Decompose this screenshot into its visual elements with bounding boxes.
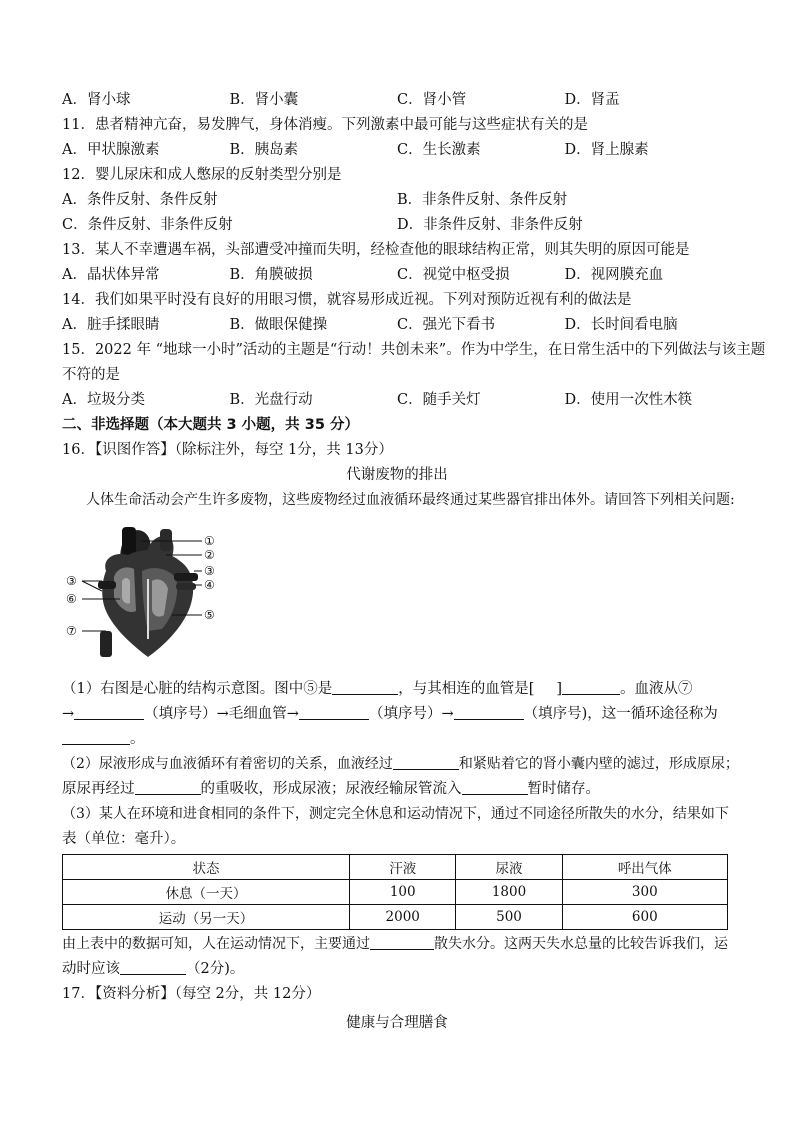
q16-p2-text-a: （2）尿液形成与血液循环有着密切的关系，血液经过 (62, 756, 393, 772)
q16-part2-line2 (62, 777, 732, 802)
q14-option-a: A．脏手揉眼睛 (62, 317, 160, 333)
q16-part3-line1: （3）某人在环境和进食相同的条件下，测定完全休息和运动情况下，通过不同途径所散失的水分，结果如下 (62, 806, 729, 822)
q16-part1-line2 (62, 702, 732, 727)
q16-p2-text-c: 原尿再经过 (62, 781, 135, 797)
q16-p1-blank-6[interactable] (62, 728, 130, 745)
q11-option-c: C．生长激素 (397, 142, 481, 158)
q17-heading: 17．【资料分析】（每空 2分，共 12分） (62, 986, 321, 1002)
table-cell: 2000 (350, 905, 456, 930)
table-header-cell: 呼出气体 (562, 855, 727, 880)
q15-stem-line1: 15．2022 年 “地球一小时”活动的主题是“行动！共创未来”。作为中学生，在日常生活中的下列做法与该主题 (62, 342, 766, 358)
heart-label-6: ⑥ (66, 592, 77, 606)
q16-p2-text-e: 暂时储存。 (527, 781, 600, 797)
q16-p1-blank-2[interactable] (562, 678, 620, 695)
q16-p1-text-c: ] (556, 681, 563, 697)
q16-p1-text-h: （填序号)，这一循环途径称为 (523, 706, 718, 722)
table-cell: 100 (350, 880, 456, 905)
q16-part3-line2: 表（单位：毫升）。 (62, 831, 186, 847)
table-cell: 600 (562, 905, 727, 930)
q16-p4-text-a: 由上表中的数据可知，人在运动情况下，主要通过 (62, 936, 370, 952)
q11-option-a: A．甲状腺激素 (62, 142, 160, 158)
q10-option-d: D．肾盂 (564, 92, 620, 108)
q16-p1-blank-5[interactable] (454, 703, 524, 720)
q12-option-c: C．条件反射、非条件反射 (62, 217, 233, 233)
q16-p1-text-f: （填序号）→毛细血管→ (144, 706, 299, 722)
q16-part4-line1 (62, 932, 732, 957)
heart-label-7: ⑦ (66, 624, 77, 638)
q17-title: 健康与合理膳食 (346, 1015, 448, 1031)
q12-options-row1 (62, 188, 732, 213)
q15-option-b: B．光盘行动 (229, 392, 313, 408)
heart-diagram-svg (62, 519, 262, 669)
q16-p2-blank-2[interactable] (135, 778, 201, 795)
q12-option-a: A．条件反射、条件反射 (62, 192, 218, 208)
q16-p1-text-g: （填序号）→ (368, 706, 454, 722)
heart-diagram (62, 519, 732, 669)
q16-p2-blank-3[interactable] (462, 778, 528, 795)
q16-p4-blank-1[interactable] (370, 933, 434, 950)
q16-p2-text-d: 的重吸收，形成尿液；尿液经输尿管流入 (200, 781, 462, 797)
q13-option-d: D．视网膜充血 (564, 267, 664, 283)
q11-stem: 11．患者精神亢奋，易发脾气，身体消瘦。下列激素中最可能与这些症状有关的是 (62, 117, 588, 133)
q13-option-a: A．晶状体异常 (62, 267, 160, 283)
q14-option-c: C．强光下看书 (397, 317, 496, 333)
heart-label-4: ④ (204, 578, 215, 592)
q12-option-d: D．非条件反射、非条件反射 (397, 217, 583, 233)
q16-p4-text-c: 动时应该 (62, 961, 120, 977)
heart-label-3-right: ③ (204, 564, 215, 578)
q10-options (62, 88, 732, 113)
q16-p2-text-b: 和紧贴着它的肾小囊内壁的滤过，形成原尿； (458, 756, 739, 772)
q15-option-c: C．随手关灯 (397, 392, 481, 408)
table-header-cell: 汗液 (350, 855, 456, 880)
q14-stem: 14．我们如果平时没有良好的用眼习惯，就容易形成近视。下列对预防近视有利的做法是 (62, 292, 632, 308)
q10-option-c: C．肾小管 (397, 92, 467, 108)
q13-option-c: C．视觉中枢受损 (397, 267, 510, 283)
heart-label-1: ① (204, 534, 215, 548)
q13-options (62, 263, 732, 288)
q13-option-b: B．角膜破损 (229, 267, 313, 283)
exam-page (62, 88, 766, 1036)
q12-option-b: B．非条件反射、条件反射 (397, 192, 568, 208)
table-cell: 1800 (456, 880, 562, 905)
q16-p4-text-b: 散失水分。这两天失水总量的比较告诉我们，运 (434, 936, 728, 952)
table-row (63, 905, 728, 930)
q16-intro: 人体生命活动会产生许多废物，这些废物经过血液循环最终通过某些器官排出体外。请回答下列相关问题: (86, 492, 735, 508)
q16-p1-blank-1[interactable] (332, 678, 398, 695)
q16-part1-line3 (62, 727, 732, 752)
q16-p1-text-i: 。 (130, 731, 145, 747)
q15-option-d: D．使用一次性木筷 (564, 392, 693, 408)
q11-options (62, 138, 732, 163)
section-2-heading: 二、非选择题（本大题共 3 小题，共 35 分） (62, 417, 359, 433)
q15-stem-line2: 不符的是 (62, 367, 120, 383)
q10-option-b: B．肾小囊 (229, 92, 299, 108)
table-header-cell: 状态 (63, 855, 350, 880)
q12-options-row2 (62, 213, 732, 238)
q16-heading: 16．【识图作答】（除标注外，每空 1分，共 13分） (62, 442, 393, 458)
table-cell: 运动（另一天） (63, 905, 350, 930)
q15-options (62, 388, 732, 413)
q14-options (62, 313, 732, 338)
q16-title: 代谢废物的排出 (346, 467, 448, 483)
q15-option-a: A．垃圾分类 (62, 392, 145, 408)
q13-stem: 13．某人不幸遭遇车祸，头部遭受冲撞而失明，经检查他的眼球结构正常，则其失明的原因可能是 (62, 242, 690, 258)
q16-p1-text-b: ，与其相连的血管是[ (398, 681, 535, 697)
q16-p4-text-d: （2分)。 (186, 961, 245, 977)
q16-p1-blank-4[interactable] (299, 703, 369, 720)
water-loss-table (62, 854, 728, 930)
q11-option-b: B．胰岛素 (229, 142, 299, 158)
q16-p1-text-e: → (62, 706, 75, 722)
q16-part4-line2 (62, 957, 732, 982)
q16-part2-line1 (62, 752, 739, 777)
table-cell: 300 (562, 880, 727, 905)
table-row (63, 880, 728, 905)
q11-option-d: D．肾上腺素 (564, 142, 649, 158)
q16-p1-text-a: （1）右图是心脏的结构示意图。图中⑤是 (62, 681, 333, 697)
q12-stem: 12．婴儿尿床和成人憋尿的反射类型分别是 (62, 167, 342, 183)
q14-option-b: B．做眼保健操 (229, 317, 328, 333)
table-header-row (63, 855, 728, 880)
q16-p1-text-d: 。血液从⑦ (620, 681, 693, 697)
heart-label-5: ⑤ (204, 608, 215, 622)
q16-part1-line1 (62, 677, 732, 702)
table-cell: 休息（一天） (63, 880, 350, 905)
table-cell: 500 (456, 905, 562, 930)
q14-option-d: D．长时间看电脑 (564, 317, 678, 333)
heart-label-3-left: ③ (66, 574, 77, 588)
q10-option-a: A．肾小球 (62, 92, 131, 108)
q16-p1-blank-3[interactable] (74, 703, 144, 720)
q16-p2-blank-1[interactable] (393, 753, 459, 770)
q16-p4-blank-2[interactable] (120, 958, 186, 975)
heart-label-2: ② (204, 548, 215, 562)
table-header-cell: 尿液 (456, 855, 562, 880)
